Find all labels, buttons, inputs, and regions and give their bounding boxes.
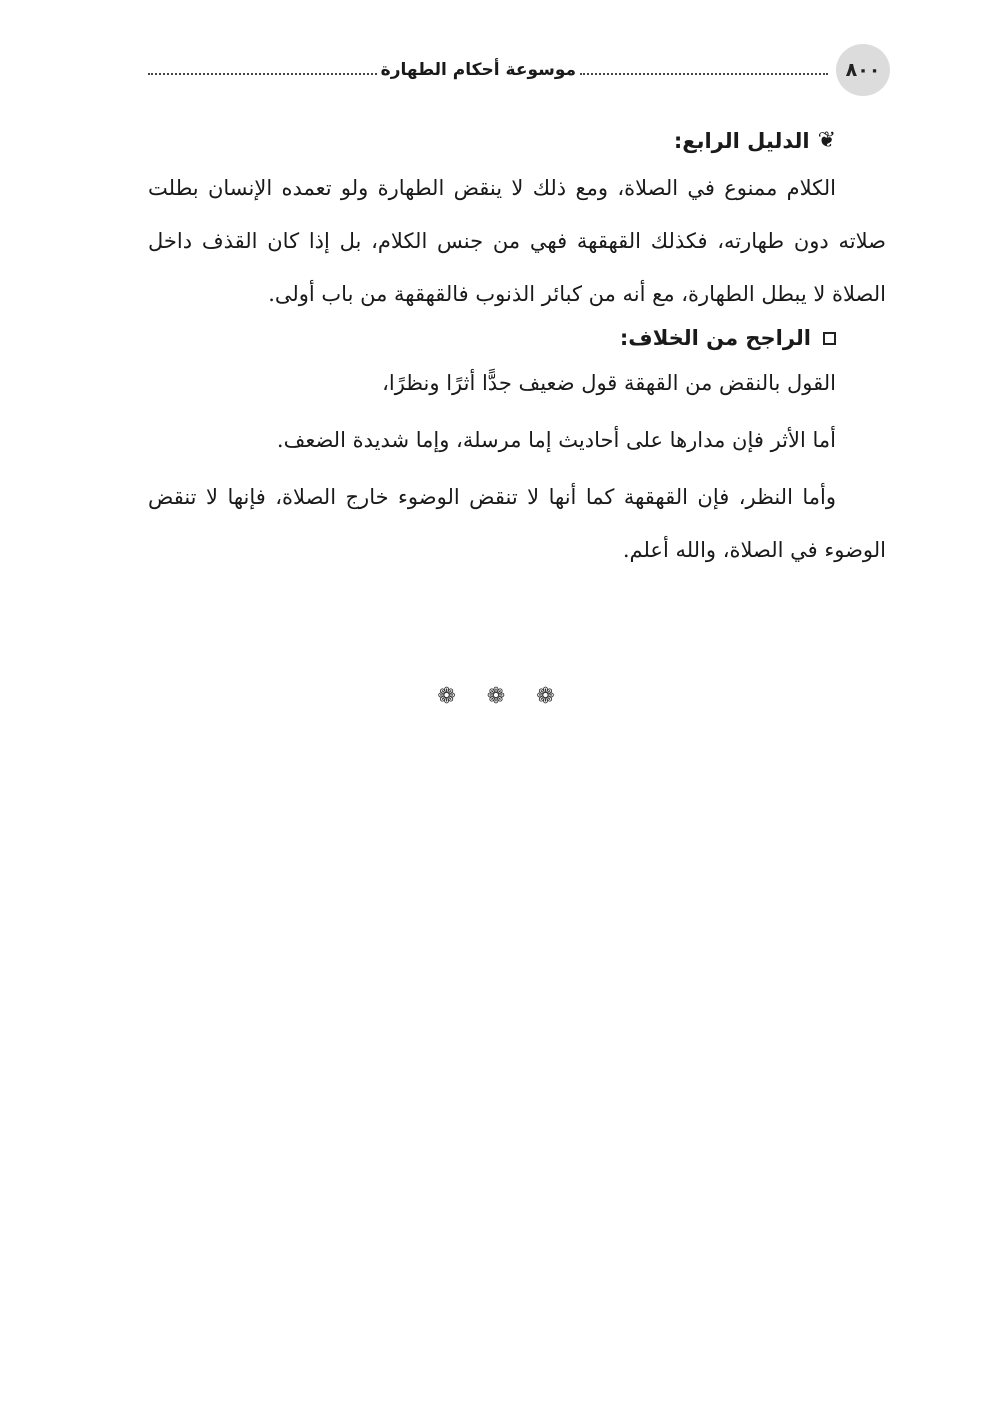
paragraph-preferred-2: أما الأثر فإن مدارها على أحاديث إما مرسلة، وإما شديدة الضعف. [276, 428, 836, 452]
paragraph-preferred-1: القول بالنقض من القهقة قول ضعيف جدًّا أثرًا ونظرًا، [382, 371, 836, 395]
heading-fourth-evidence-text: الدليل الرابع: [673, 129, 810, 153]
page-content [148, 118, 886, 577]
section-end-ornament: ❁ ❁ ❁ [437, 684, 567, 709]
paragraph-fourth-evidence: الكلام ممنوع في الصلاة، ومع ذلك لا ينقض الطهارة ولو تعمده الإنسان بطلت صلاته دون طهارته، فكذلك القهقهة فهي من جنس الكلام، بل إذا كان القذف داخل الصلاة لا يبطل الطهارة، مع أنه من كبائر الذنوب فالقهقهة من باب أولى. [148, 176, 886, 306]
book-title: موسوعة أحكام الطهارة [380, 60, 576, 80]
header-title-line [148, 58, 828, 82]
header-dots-left [148, 73, 377, 75]
square-icon [823, 332, 836, 345]
page-number: ٨٠٠ [836, 44, 890, 96]
paragraph-preferred-3: وأما النظر، فإن القهقهة كما أنها لا تنقض الوضوء خارج الصلاة، فإنها لا تنقض الوضوء في الصلاة، والله أعلم. [148, 485, 886, 562]
header-dots-right [580, 73, 828, 75]
heading-preferred-view-text: الراجح من الخلاف: [619, 326, 811, 350]
running-header [148, 44, 890, 96]
heading-preferred-view [148, 323, 836, 353]
leaf-icon: ❦ [817, 128, 836, 153]
heading-fourth-evidence [148, 126, 836, 156]
